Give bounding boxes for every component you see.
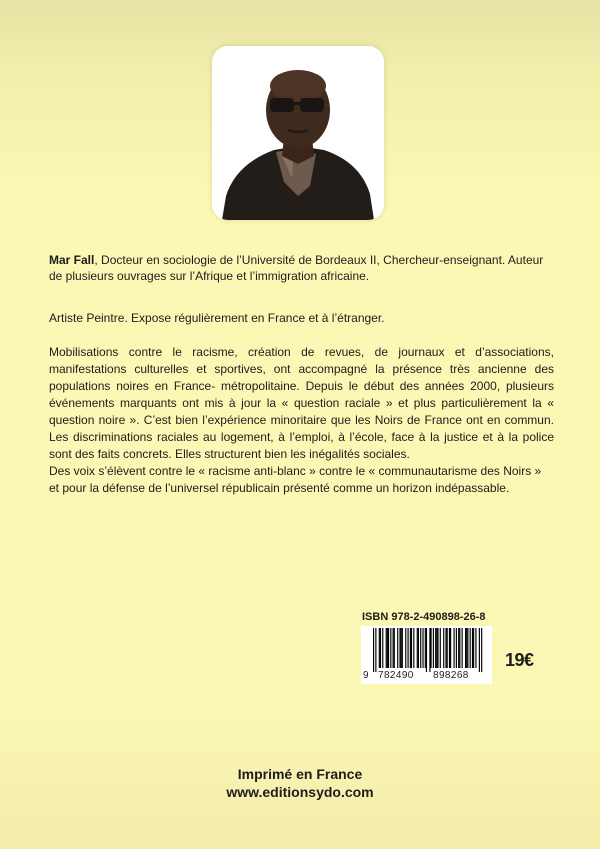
- barcode-bars: [361, 626, 492, 672]
- barcode-bar: [373, 628, 374, 672]
- barcode-bar: [397, 628, 398, 668]
- barcode-bar: [375, 628, 376, 672]
- barcode-bar: [393, 628, 394, 668]
- barcode-digits: [361, 670, 492, 684]
- barcode-bar: [411, 628, 412, 668]
- author-bio: [49, 252, 554, 284]
- barcode-bar: [450, 628, 451, 668]
- barcode-bar: [436, 628, 437, 668]
- barcode-bar: [479, 628, 480, 672]
- barcode-bar: [440, 628, 441, 668]
- author-photo: [212, 46, 384, 220]
- barcode-bar: [418, 628, 419, 668]
- barcode-digit-first: 9: [363, 670, 369, 681]
- barcode-bar: [465, 628, 466, 668]
- barcode-bar: [473, 628, 474, 668]
- barcode-bar: [382, 628, 383, 668]
- barcode-digits-left: 782490: [378, 670, 414, 681]
- author-name: Mar Fall: [49, 253, 95, 267]
- barcode-bar: [425, 628, 426, 668]
- barcode-bar: [431, 628, 432, 668]
- barcode-bar: [458, 628, 459, 668]
- barcode-bar: [481, 628, 482, 672]
- summary-paragraph-2: Des voix s’élèvent contre le « racisme anti-blanc » contre le « communautarisme des Noirs » et pour la défense de l’universel républicain présenté comme un horizon indépassable.: [49, 464, 542, 495]
- barcode-bar: [445, 628, 446, 668]
- barcode-bar: [380, 628, 381, 668]
- author-portrait-image: [212, 46, 384, 220]
- printed-in-france: Imprimé en France: [237, 766, 363, 782]
- barcode-bar: [475, 628, 476, 668]
- price: 19€: [505, 650, 534, 670]
- publisher-website[interactable]: www.editionsydo.com: [226, 784, 374, 800]
- barcode-bar: [410, 628, 411, 668]
- barcode-bar: [401, 628, 402, 668]
- barcode-bar: [417, 628, 418, 668]
- author-bio-text: , Docteur en sociologie de l’Université de Bordeaux II, Chercheur-enseignant. Auteur de plusieurs ouvrages sur l’Afrique et l’immigration africaine.: [49, 253, 544, 283]
- barcode-bar: [449, 628, 450, 668]
- barcode-bar: [426, 628, 427, 672]
- barcode-bar: [456, 628, 457, 668]
- barcode-bar: [459, 628, 460, 668]
- barcode-bar: [387, 628, 388, 668]
- barcode-bar: [420, 628, 421, 668]
- summary-paragraph-1: Mobilisations contre le racisme, création de revues, de journaux et d’associations, manifestations culturelles et sportives, ont accompagné la présence très ancienne des populations noires en France- métropolitaine. Depuis le début des années 2000, plusieurs événements marquants ont mis à jour la « question raciale » et plus particulièrement la « question noire ». C’est bien l’expérience minoritaire que les Noirs de France ont en commun. Les discriminations raciales au logement, à l’emploi, à l’école, face à la justice et à la police sont des faits concrets. Elles structurent bien les inégalités sociales.: [49, 345, 554, 461]
- barcode-bar: [462, 628, 463, 668]
- barcode-bar: [447, 628, 448, 668]
- barcode-bar: [408, 628, 409, 668]
- barcode-bar: [413, 628, 414, 668]
- barcode-bar: [435, 628, 436, 668]
- footer: [0, 765, 600, 801]
- barcode-bar: [467, 628, 468, 668]
- barcode-bar: [433, 628, 434, 668]
- barcode-bar: [470, 628, 471, 668]
- barcode-bar: [454, 628, 455, 668]
- author-artist-line: Artiste Peintre. Expose régulièrement en France et à l’étranger.: [49, 311, 385, 325]
- barcode-bar: [422, 628, 423, 668]
- barcode-bar: [390, 628, 391, 668]
- barcode-bar: [394, 628, 395, 668]
- barcode-bar: [399, 628, 400, 668]
- barcode-bar: [388, 628, 389, 668]
- barcode-bar: [437, 628, 438, 668]
- barcode-bar: [429, 628, 430, 672]
- barcode-bar: [405, 628, 406, 668]
- barcode-bar: [379, 628, 380, 668]
- isbn-label: ISBN 978-2-490898-26-8: [362, 611, 486, 623]
- barcode-bar: [386, 628, 387, 668]
- barcode-bar: [402, 628, 403, 668]
- barcode-bar: [472, 628, 473, 668]
- book-summary: [49, 344, 554, 497]
- barcode-bar: [466, 628, 467, 668]
- barcode-bar: [443, 628, 444, 668]
- barcode: [361, 626, 492, 684]
- barcode-digits-right: 898268: [433, 670, 469, 681]
